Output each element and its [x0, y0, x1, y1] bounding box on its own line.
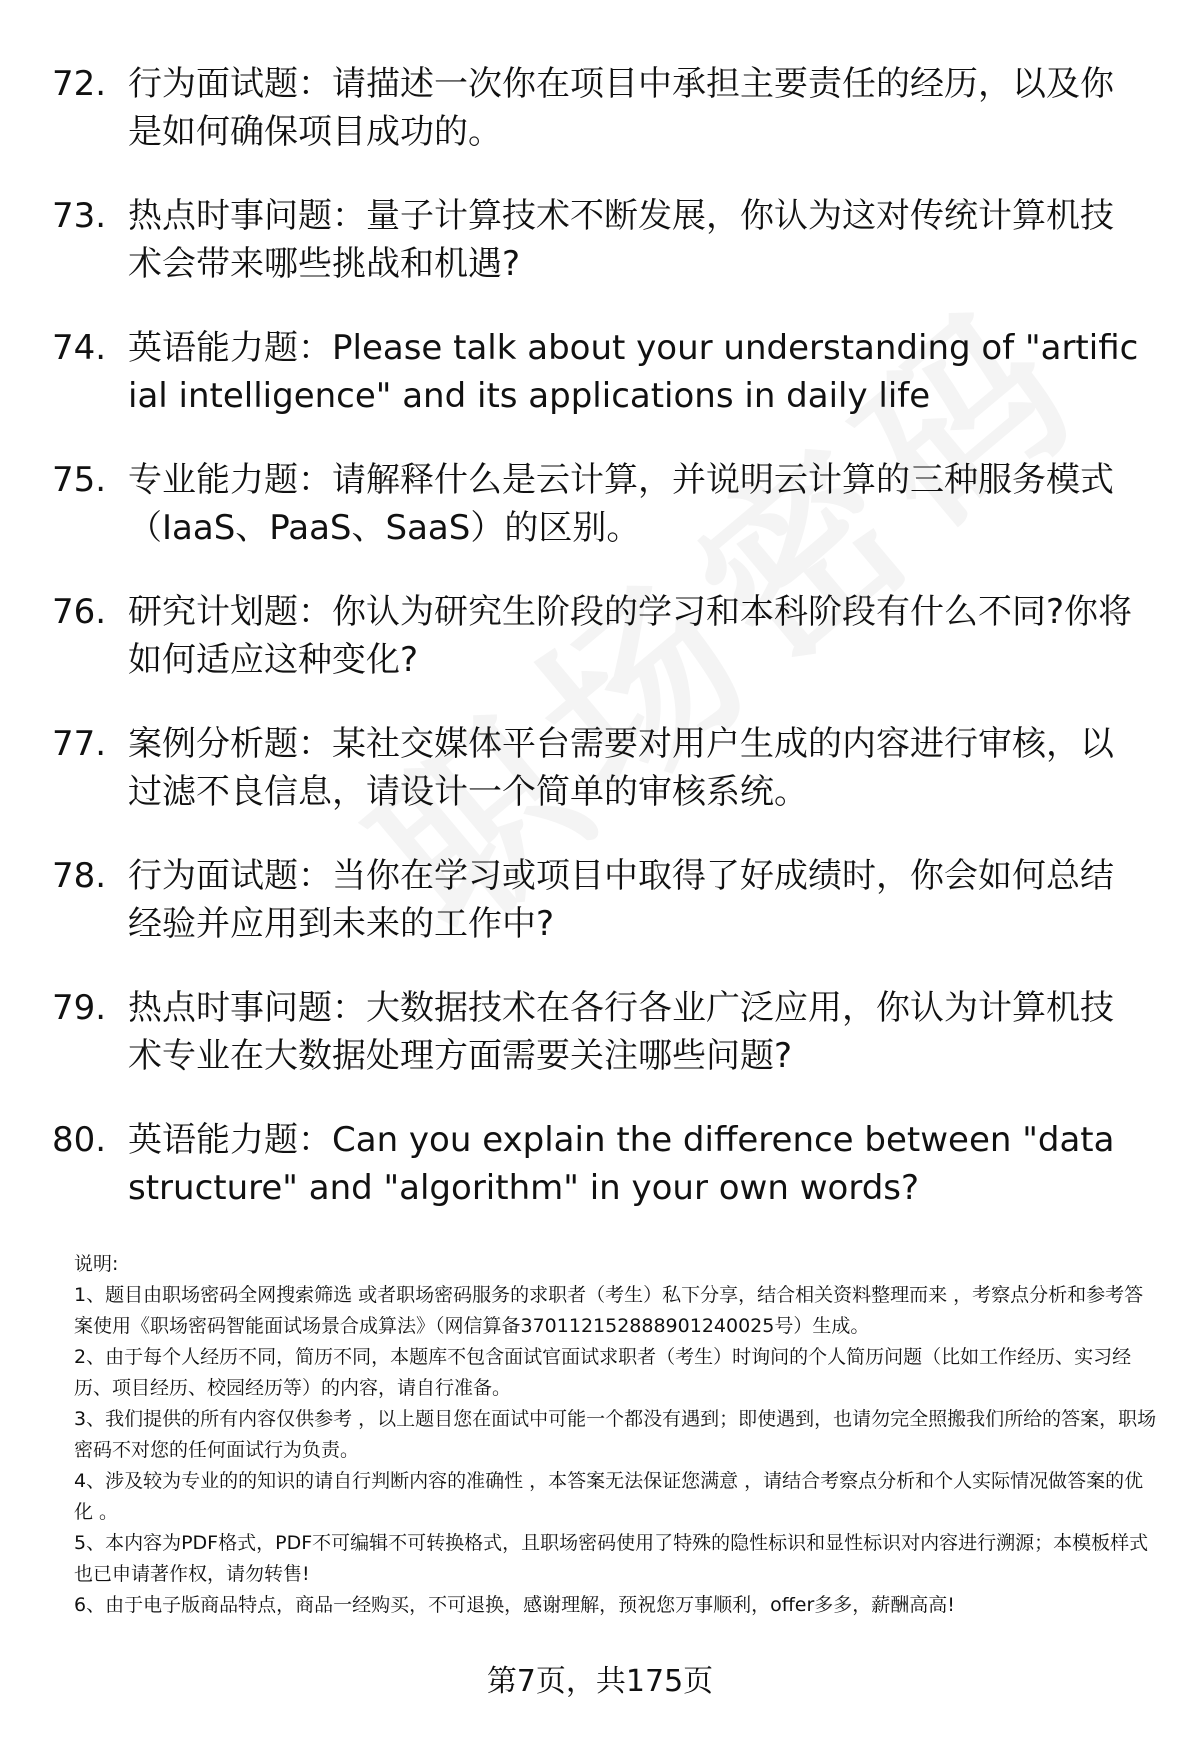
note-item: 5、本内容为PDF格式，PDF不可编辑不可转换格式，且职场密码使用了特殊的隐性标识和显性标识对内容进行溯源；本模板样式也已申请著作权，请勿转售!: [74, 1532, 1149, 1585]
question-text: 热点时事问题：量子计算技术不断发展，你认为这对传统计算机技术会带来哪些挑战和机遇?: [128, 196, 1114, 284]
question-number: 78.: [52, 856, 107, 896]
question-list: [52, 60, 1142, 1248]
question-number: 80.: [52, 1120, 107, 1160]
question-number: 73.: [52, 196, 107, 236]
note-item: 6、由于电子版商品特点，商品一经购买，不可退换，感谢理解，预祝您万事顺利，offer多多，薪酬高高!: [74, 1594, 955, 1616]
question-item: [52, 984, 1142, 1116]
note-item: 3、我们提供的所有内容仅供参考 ，以上题目您在面试中可能一个都没有遇到；即使遇到，也请勿完全照搬我们所给的答案，职场密码不对您的任何面试行为负责。: [74, 1408, 1157, 1461]
question-text: 热点时事问题：大数据技术在各行各业广泛应用，你认为计算机技术专业在大数据处理方面需要关注哪些问题?: [128, 988, 1114, 1076]
question-number: 74.: [52, 328, 107, 368]
question-text: 研究计划题：你认为研究生阶段的学习和本科阶段有什么不同?你将如何适应这种变化?: [128, 592, 1133, 680]
page-footer: 第7页，共175页: [486, 1664, 714, 1699]
question-item: [52, 1116, 1142, 1248]
question-item: [52, 192, 1142, 324]
question-number: 76.: [52, 592, 107, 632]
question-item: [52, 324, 1142, 456]
note-item: 2、由于每个人经历不同，简历不同，本题库不包含面试官面试求职者（考生）时询问的个人简历问题（比如工作经历、实习经历、项目经历、校园经历等）的内容，请自行准备。: [74, 1346, 1132, 1399]
notes-title: 说明:: [74, 1253, 119, 1275]
question-text: 案例分析题：某社交媒体平台需要对用户生成的内容进行审核，以过滤不良信息，请设计一个简单的审核系统。: [128, 724, 1114, 812]
question-item: [52, 588, 1142, 720]
question-text: 专业能力题：请解释什么是云计算，并说明云计算的三种服务模式（IaaS、PaaS、SaaS）的区别。: [128, 460, 1114, 548]
question-text: 行为面试题：请描述一次你在项目中承担主要责任的经历，以及你是如何确保项目成功的。: [128, 64, 1114, 152]
question-text: 英语能力题：Can you explain the difference between "data structure" and "algorithm" in your own words?: [128, 1120, 1115, 1208]
note-item: 4、涉及较为专业的的知识的请自行判断内容的准确性 ，本答案无法保证您满意 ，请结合考察点分析和个人实际情况做答案的优化 。: [74, 1470, 1144, 1523]
question-number: 77.: [52, 724, 107, 764]
question-item: [52, 456, 1142, 588]
question-item: [52, 720, 1142, 852]
question-text: 英语能力题：Please talk about your understanding of "artificial intelligence" and its applications in daily life: [128, 328, 1139, 416]
question-number: 72.: [52, 64, 107, 104]
question-number: 75.: [52, 460, 107, 500]
question-text: 行为面试题：当你在学习或项目中取得了好成绩时，你会如何总结经验并应用到未来的工作中?: [128, 856, 1114, 944]
question-number: 79.: [52, 988, 107, 1028]
notes-section: [74, 1249, 1160, 1621]
question-item: [52, 60, 1142, 192]
question-item: [52, 852, 1142, 984]
note-item: 1、题目由职场密码全网搜索筛选 或者职场密码服务的求职者（考生）私下分享，结合相关资料整理而来 ，考察点分析和参考答案使用《职场密码智能面试场景合成算法》（网信算备370112152888901240025号）生成。: [74, 1284, 1144, 1337]
